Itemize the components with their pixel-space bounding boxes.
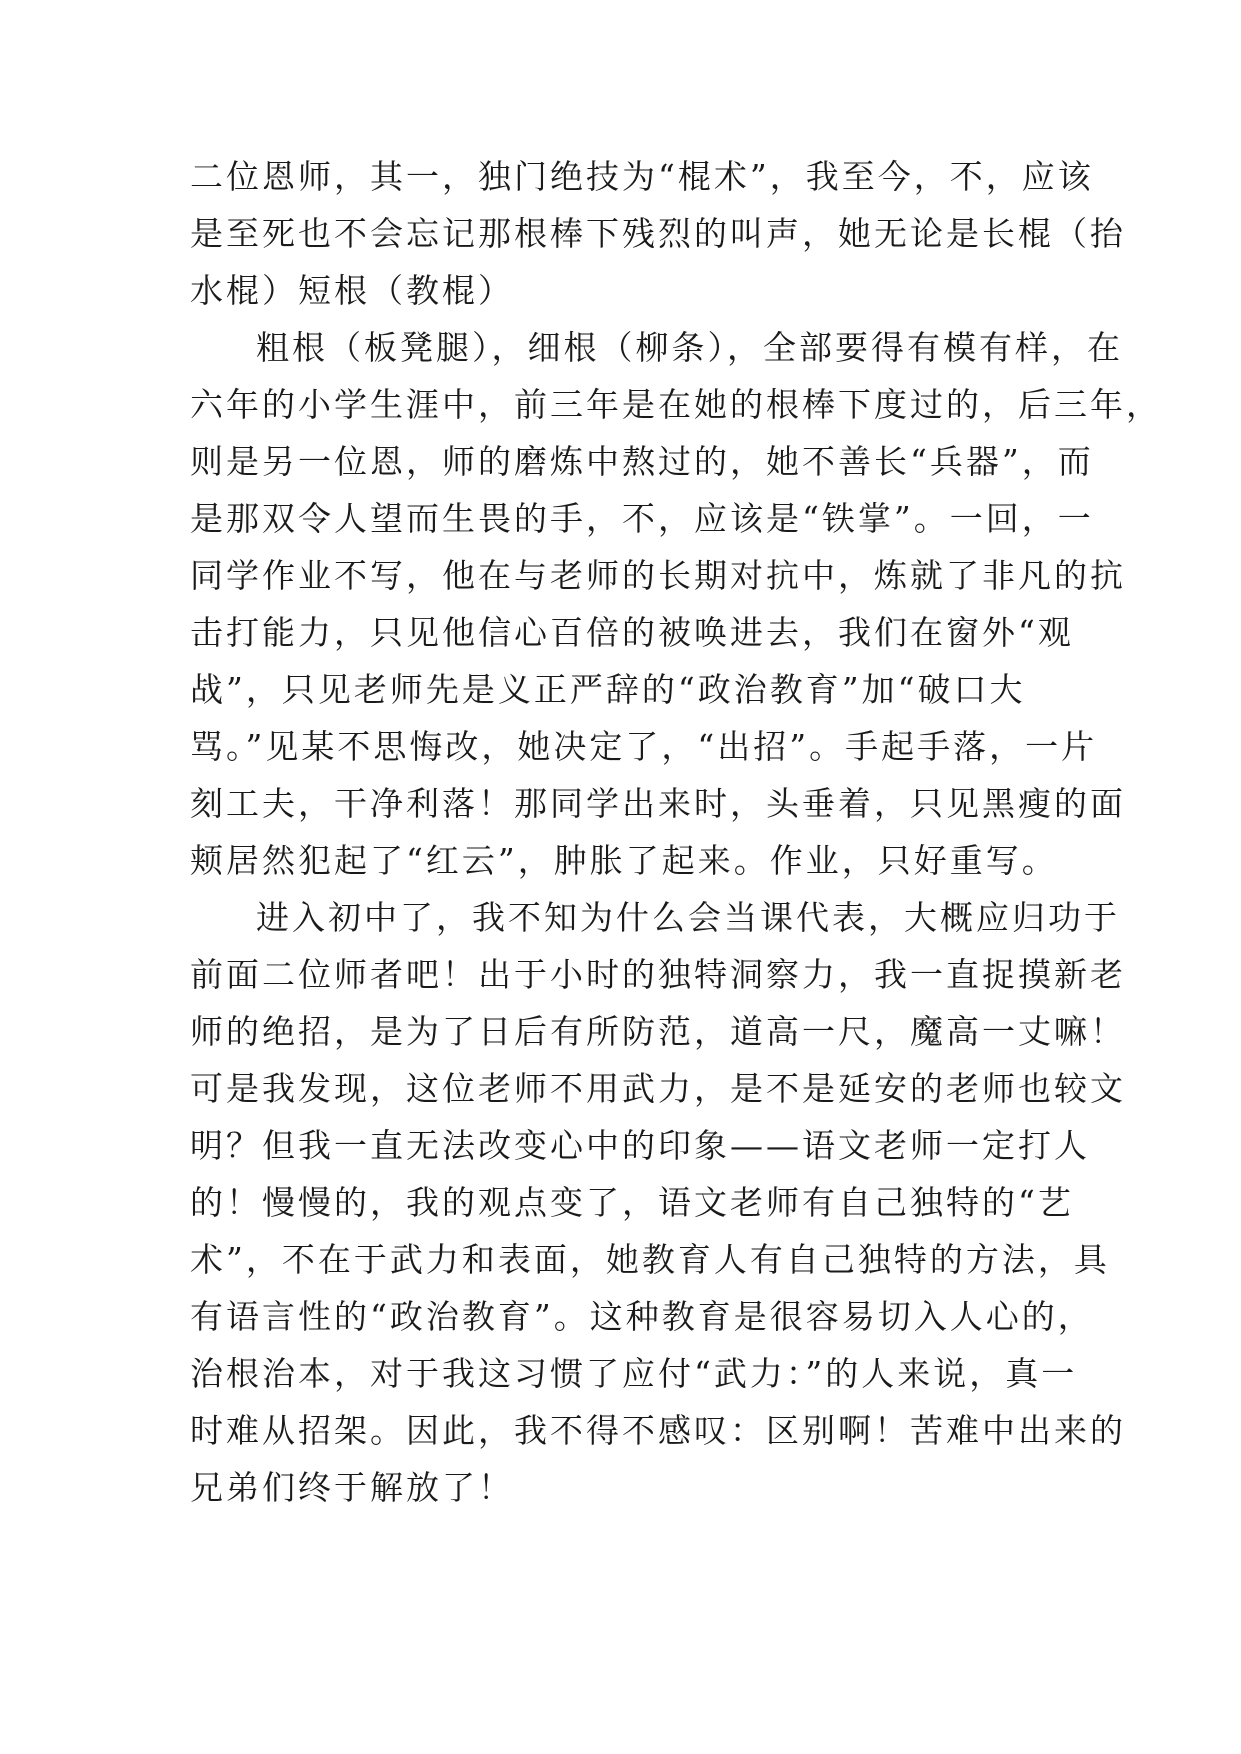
text-line: 刻工夫，干净利落！那同学出来时，头垂着，只见黑瘦的面 <box>190 784 1126 823</box>
paragraph-1 <box>190 148 1126 319</box>
text-line: 同学作业不写，他在与老师的长期对抗中，炼就了非凡的抗 <box>190 556 1126 595</box>
text-line: 进入初中了，我不知为什么会当课代表，大概应归功于 <box>256 898 1120 937</box>
paragraph-3 <box>190 889 1126 1516</box>
text-line: 可是我发现，这位老师不用武力，是不是延安的老师也较文 <box>190 1069 1126 1108</box>
text-line: 明？但我一直无法改变心中的印象——语文老师一定打人 <box>190 1126 1090 1165</box>
text-line: 治根治本，对于我这习惯了应付“武力：”的人来说，真一 <box>190 1354 1078 1393</box>
text-line: 则是另一位恩，师的磨炼中熬过的，她不善长“兵器”，而 <box>190 442 1094 481</box>
text-line: 是那双令人望而生畏的手，不，应该是“铁掌”。一回，一 <box>190 499 1094 538</box>
text-line: 水棍）短根（教棍） <box>190 271 514 310</box>
text-line: 前面二位师者吧！出于小时的独特洞察力，我一直捉摸新老 <box>190 955 1126 994</box>
text-line: 有语言性的“政治教育”。这种教育是很容易切入人心的， <box>190 1297 1094 1336</box>
text-line: 的！慢慢的，我的观点变了，语文老师有自己独特的“艺 <box>190 1183 1074 1222</box>
text-line: 击打能力，只见他信心百倍的被唤进去，我们在窗外“观 <box>190 613 1074 652</box>
document-body <box>190 148 1162 1516</box>
text-line: 骂。”见某不思悔改，她决定了，“出招”。手起手落，一片 <box>190 727 1098 766</box>
paragraph-2 <box>190 319 1162 889</box>
text-line: 粗根（板凳腿），细根（柳条），全部要得有模有样，在 <box>256 328 1123 367</box>
text-line: 时难从招架。因此，我不得不感叹：区别啊！苦难中出来的 <box>190 1411 1126 1450</box>
text-line: 术”，不在于武力和表面，她教育人有自己独特的方法，具 <box>190 1240 1110 1279</box>
text-line: 兄弟们终于解放了！ <box>190 1468 514 1507</box>
text-line: 战”，只见老师先是义正严辞的“政治教育”加“破口大 <box>190 670 1026 709</box>
text-line: 师的绝招，是为了日后有所防范，道高一尺，魔高一丈嘛！ <box>190 1012 1126 1051</box>
text-line: 二位恩师，其一，独门绝技为“棍术”，我至今，不，应该 <box>190 157 1094 196</box>
text-line: 是至死也不会忘记那根棒下残烈的叫声，她无论是长棍（抬 <box>190 214 1126 253</box>
text-line: 六年的小学生涯中，前三年是在她的根棒下度过的，后三年， <box>190 385 1162 424</box>
text-line: 颊居然犯起了“红云”，肿胀了起来。作业，只好重写。 <box>190 841 1058 880</box>
